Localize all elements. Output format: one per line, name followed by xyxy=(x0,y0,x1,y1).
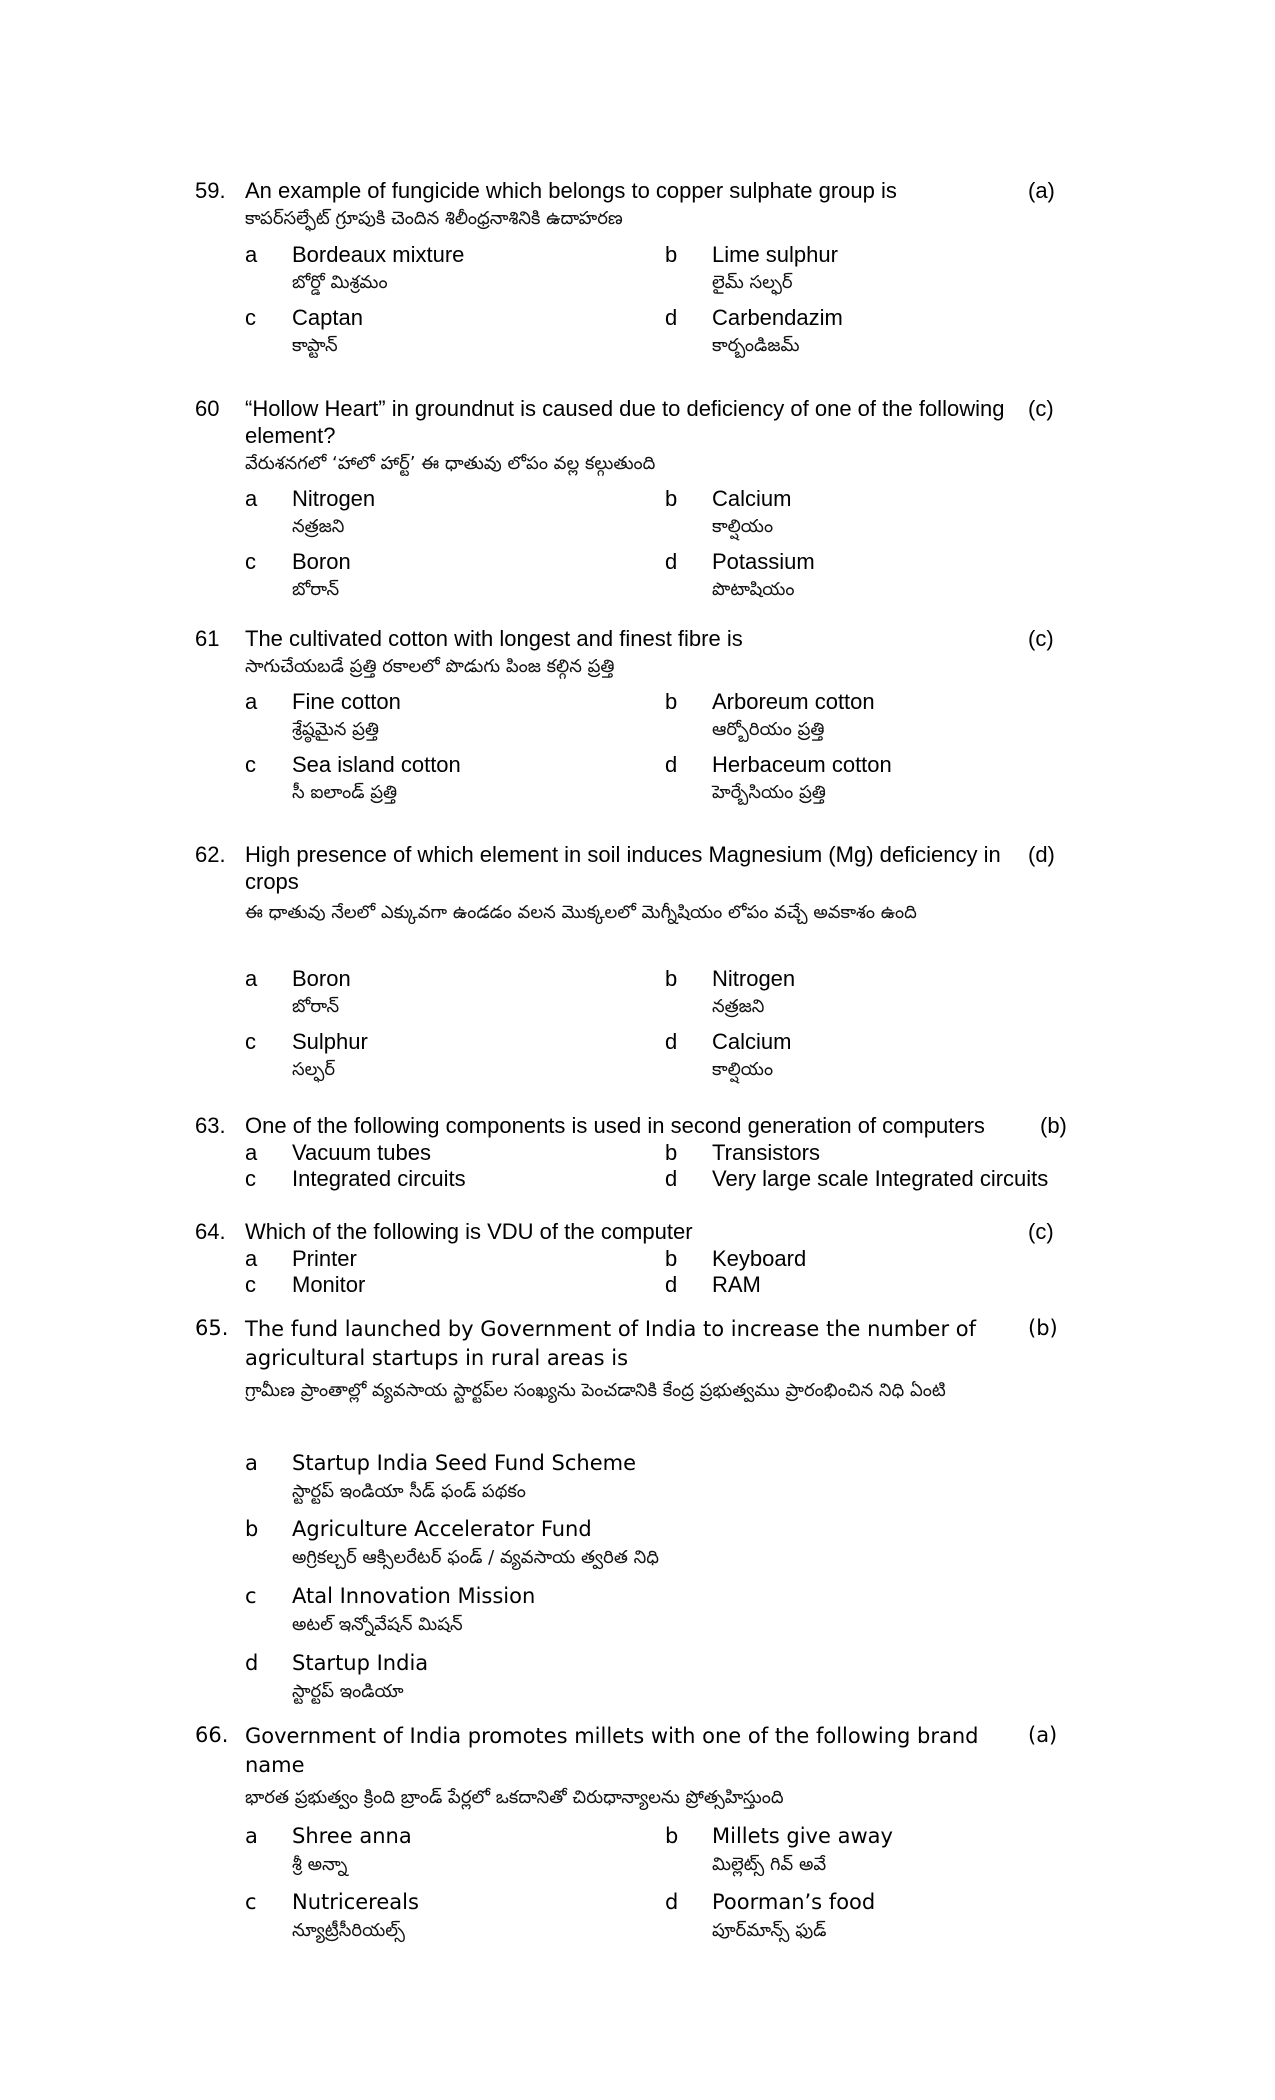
option-text-telugu: ఆర్బోరియం ప్రత్తి xyxy=(712,719,825,740)
answer-key: (c) xyxy=(1028,626,1054,651)
option-text: Captan xyxy=(292,305,363,330)
option-text-telugu: హెర్బేసియం ప్రత్తి xyxy=(712,782,826,803)
option-text: Lime sulphur xyxy=(712,242,838,267)
option-letter: c xyxy=(245,1166,256,1191)
question-text: The cultivated cotton with longest and finest fibre is xyxy=(245,626,743,651)
option-letter: b xyxy=(665,689,678,714)
option-text: Sulphur xyxy=(292,1029,368,1054)
question-number: 63. xyxy=(195,1113,226,1138)
option-letter: c xyxy=(245,752,256,777)
option-text-telugu: శ్రేష్ఠమైన ప్రత్తి xyxy=(292,719,380,740)
option-text-telugu: స్టార్టప్ ఇండియా xyxy=(292,1681,404,1702)
option-text: Bordeaux mixture xyxy=(292,242,465,267)
question-number: 61 xyxy=(195,626,220,651)
question-text-telugu: భారత ప్రభుత్వం క్రింది బ్రాండ్ పేర్లలో ఒకదానితో చిరుధాన్యాలను ప్రోత్సహిస్తుంది xyxy=(245,1787,784,1808)
option-text-telugu: అగ్రికల్చర్ ఆక్సిలరేటర్ ఫండ్ / వ్యవసాయ త్వరిత నిధి xyxy=(292,1547,659,1568)
question-text-telugu: సాగుచేయబడే ప్రత్తి రకాలలో పొడుగు పింజ కల్గిన ప్రత్తి xyxy=(245,656,615,677)
option-text-telugu: లైమ్ సల్ఫర్ xyxy=(712,272,793,293)
option-text-telugu: నత్రజని xyxy=(712,996,765,1017)
option-text-telugu: శ్రీ అన్నా xyxy=(292,1854,348,1875)
option-text: Transistors xyxy=(712,1140,820,1165)
option-text: Calcium xyxy=(712,486,792,511)
option-letter: c xyxy=(245,1272,256,1297)
option-text-telugu: న్యూట్రీసీరియల్స్ xyxy=(292,1920,405,1941)
option-text: Potassium xyxy=(712,549,815,574)
option-letter: d xyxy=(665,752,678,777)
option-letter: a xyxy=(245,486,258,511)
option-text-telugu: కాల్షియం xyxy=(712,516,774,537)
option-letter: d xyxy=(665,1029,678,1054)
option-letter: c xyxy=(245,305,256,330)
option-text: Arboreum cotton xyxy=(712,689,875,714)
question-text: High presence of which element in soil induces Magnesium (Mg) deficiency in crops xyxy=(245,842,1001,894)
question-number: 66. xyxy=(195,1723,229,1747)
question-text: Which of the following is VDU of the computer xyxy=(245,1219,693,1244)
option-letter: b xyxy=(245,1517,259,1541)
option-letter: b xyxy=(665,1824,679,1848)
option-text: Millets give away xyxy=(712,1824,893,1848)
option-text: Atal Innovation Mission xyxy=(292,1584,536,1608)
answer-key: (a) xyxy=(1028,178,1055,203)
option-text-telugu: సల్ఫర్ xyxy=(292,1059,336,1080)
question-text: An example of fungicide which belongs to copper sulphate group is xyxy=(245,178,897,203)
option-text: RAM xyxy=(712,1272,761,1297)
option-letter: b xyxy=(665,1140,678,1165)
option-text: Very large scale Integrated circuits xyxy=(712,1166,1049,1191)
option-letter: d xyxy=(665,305,678,330)
option-letter: d xyxy=(665,1272,678,1297)
option-text: Agriculture Accelerator Fund xyxy=(292,1517,592,1541)
option-letter: c xyxy=(245,1584,257,1608)
option-text-telugu: స్టార్టప్ ఇండియా సీడ్ ఫండ్ పథకం xyxy=(292,1481,526,1502)
option-letter: d xyxy=(665,1166,678,1191)
option-letter: b xyxy=(665,486,678,511)
option-text: Startup India xyxy=(292,1651,429,1675)
option-text: Herbaceum cotton xyxy=(712,752,892,777)
option-text: Nitrogen xyxy=(292,486,376,511)
question-text: Government of India promotes millets with one of the following brand name xyxy=(245,1724,979,1777)
option-letter: a xyxy=(245,966,258,991)
option-text: Integrated circuits xyxy=(292,1166,466,1191)
question-text-telugu: కాపర్‌సల్ఫేట్ గ్రూపుకి చెందిన శిలీంధ్రనాశినికి ఉదాహరణ xyxy=(245,208,623,229)
question-number: 60 xyxy=(195,396,220,421)
option-text-telugu: మిల్లెట్స్ గివ్ అవే xyxy=(712,1854,827,1875)
question-text: One of the following components is used in second generation of computers xyxy=(245,1113,985,1138)
option-letter: c xyxy=(245,1029,256,1054)
question-number: 59. xyxy=(195,178,226,203)
question-number: 65. xyxy=(195,1316,229,1340)
option-text-telugu: పొటాషియం xyxy=(712,579,795,600)
option-letter: a xyxy=(245,1246,258,1271)
option-letter: d xyxy=(665,1890,679,1914)
option-letter: b xyxy=(665,966,678,991)
option-letter: a xyxy=(245,1140,258,1165)
option-text: Calcium xyxy=(712,1029,792,1054)
answer-key: (c) xyxy=(1028,1219,1054,1244)
option-text: Keyboard xyxy=(712,1246,807,1271)
answer-key: (b) xyxy=(1040,1113,1067,1138)
option-text: Monitor xyxy=(292,1272,366,1297)
question-text-telugu: వేరుశనగలో ‘హాలో హార్ట్’ ఈ ధాతువు లోపం వల్ల కల్గుతుంది xyxy=(245,453,656,474)
option-text-telugu: బోర్డో మిశ్రమం xyxy=(292,272,388,293)
option-letter: b xyxy=(665,1246,678,1271)
question-text: The fund launched by Government of India to increase the number of agricultural startups in rural areas is xyxy=(245,1317,977,1370)
option-text-telugu: కాల్షియం xyxy=(712,1059,774,1080)
option-letter: a xyxy=(245,1824,258,1848)
option-letter: c xyxy=(245,1890,257,1914)
option-text: Fine cotton xyxy=(292,689,401,714)
question-text: “Hollow Heart” in groundnut is caused due to deficiency of one of the following element? xyxy=(245,396,1005,448)
option-text: Nitrogen xyxy=(712,966,796,991)
option-text-telugu: కార్బండిజమ్ xyxy=(712,335,800,356)
option-text-telugu: పూర్‌మాన్స్ ఫుడ్ xyxy=(712,1920,827,1941)
question-text-telugu: గ్రామీణ ప్రాంతాల్లో వ్యవసాయ స్టార్టప్‌ల సంఖ్యను పెంచడానికి కేంద్ర ప్రభుత్వము ప్రారంభించిన నిధి ఏంటి xyxy=(245,1380,946,1401)
question-text-telugu: ఈ ధాతువు నేలలో ఎక్కువగా ఉండడం వలన మొక్కలలో మెగ్నీషియం లోపం వచ్చే అవకాశం ఉంది xyxy=(245,902,917,923)
question-number: 64. xyxy=(195,1219,226,1244)
option-letter: a xyxy=(245,242,258,267)
option-letter: d xyxy=(245,1651,259,1675)
option-text: Poorman’s food xyxy=(712,1890,876,1914)
option-text-telugu: బోరాన్ xyxy=(292,996,340,1017)
option-letter: a xyxy=(245,1451,258,1475)
option-letter: b xyxy=(665,242,678,267)
option-text-telugu: బోరాన్ xyxy=(292,579,340,600)
option-text: Nutricereals xyxy=(292,1890,419,1914)
option-text: Boron xyxy=(292,549,351,574)
option-text: Printer xyxy=(292,1246,357,1271)
option-text-telugu: కాప్టాన్ xyxy=(292,335,338,356)
option-letter: a xyxy=(245,689,258,714)
answer-key: (d) xyxy=(1028,842,1055,867)
question-number: 62. xyxy=(195,842,226,867)
option-text-telugu: సీ ఐలాండ్ ప్రత్తి xyxy=(292,782,398,803)
option-text: Carbendazim xyxy=(712,305,843,330)
answer-key: (a) xyxy=(1028,1723,1058,1747)
option-text: Boron xyxy=(292,966,351,991)
option-letter: c xyxy=(245,549,256,574)
option-text-telugu: నత్రజని xyxy=(292,516,345,537)
answer-key: (c) xyxy=(1028,396,1054,421)
option-text: Vacuum tubes xyxy=(292,1140,432,1165)
answer-key: (b) xyxy=(1028,1316,1058,1340)
option-letter: d xyxy=(665,549,678,574)
option-text: Sea island cotton xyxy=(292,752,461,777)
option-text: Startup India Seed Fund Scheme xyxy=(292,1451,637,1475)
option-text: Shree anna xyxy=(292,1824,412,1848)
option-text-telugu: అటల్ ఇన్నోవేషన్ మిషన్ xyxy=(292,1614,463,1635)
